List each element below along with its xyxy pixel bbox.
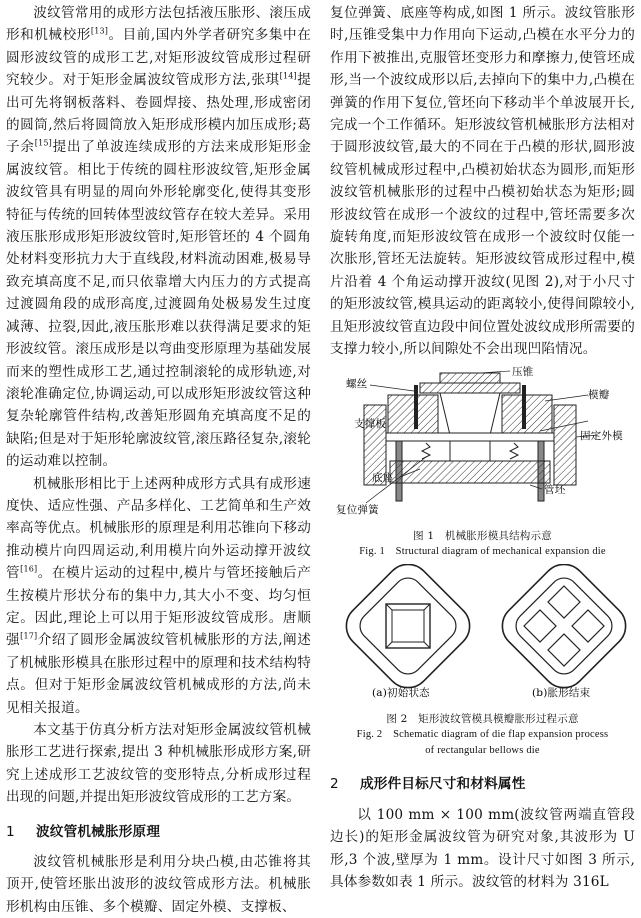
citation[interactable]: [14] [279,71,297,81]
citation[interactable]: [16] [20,564,38,574]
label-cone: 压锥 [512,365,534,378]
figure-1-caption-zh: 图 1 机械胀形模具结构示意 [413,529,552,542]
paragraph-scope: 本文基于仿真分析方法对矩形金属波纹管机械胀形工艺进行探索,提出 3 种机械胀形成形方案,研究上述成形工艺波纹管的变形特点,分析成形过程出现的问题,并提出矩形波纹管成形的工艺方案。 [6,722,311,806]
left-column [6,2,311,918]
label-base: 底座 [372,471,394,484]
figure-2-caption-zh: 图 2 矩形波纹管模具模瓣胀形过程示意 [386,713,579,726]
label-screw: 螺丝 [346,377,368,390]
figure-1 [330,365,635,560]
paragraph-intro: 波纹管常用的成形方法包括液压胀形、滚压成形和机械校形[13]。目前,国内外学者研究多集中在圆形波纹管的成形工艺,对矩形波纹管成形过程研究较少。对于矩形金属波纹管成形方法,张琪[14]提出可先将钢板落料、卷圆焊接、热处理,形成密闭的圆筒,然后将圆筒放入矩形成形模内加压成形;葛子余[15]提出了单波连续成形的方法来成形矩形金属波纹管。相比于传统的圆柱形波纹管,矩形金属波纹管具有明显的周向外形轮廓变化,使得其变形特征与传统的回转体型波纹管存在较大差异。采用液压胀形成形矩形波纹管时,矩形管坯的 4 个圆角处材料变形抗力大于直线段,材料流动困难,极易导致充填高度不足,而只依靠增大内压力的方式提高过渡圆角段的成形高度,过渡圆角处极易发生过度减薄、拉裂,因此,液压胀形难以获得满足要求的矩形波纹管。滚压成形是以弯曲变形原理为基础发展而来的塑性成形工艺,通过控制滚轮的成形轨迹,对滚轮准确定位,协调运动,可以成形矩形波纹管这种复杂轮廓管件结构,改善矩形圆角充填高度不足的缺陷;但是对于矩形轮廓波纹管,滚压路径复杂,滚轮的运动难以控制。 [6,5,312,470]
label-tube: 管坯 [544,483,566,496]
section-heading-2: 2 成形件目标尺寸和材料属性 [330,776,526,793]
paragraph-mechanical: 机械胀形相比于上述两种成形方式具有成形速度快、适应性强、产品多样化、工艺简单和生产效率高等优点。机械胀形的原理是利用芯锥向下移动推动模片向四周运动,利用模片向外运动撑开波纹管[16]。在模片运动的过程中,模片与管坯接触后产生按模片形状分布的集中力,其大小不变、均匀恒定。因此,理论上可以用于矩形波纹管成形。唐顺强[17]介绍了圆形金属波纹管机械胀形的方法,阐述了机械胀形模具在胀形过程中的原理和技术结构特点。但对于矩形金属波纹管机械成形的方法,尚未见相关报道。 [6,475,312,716]
paragraph-dimensions: 以 100 mm × 100 mm(波纹管两端直管段边长)的矩形金属波纹管为研究对象,其波形为 U 形,3 个波,壁厚为 1 mm。设计尺寸如图 3 所示,具体参数如表 1 所示。波纹管的材料为 316L [330,806,635,890]
label-initial: (a)初始状态 [372,686,430,699]
figure-2-caption-en-1: Fig. 2 Schematic diagram of die flap expansion process [356,729,609,741]
diagram-initial-state [337,564,478,697]
label-spring: 复位弹簧 [336,503,379,516]
die-structure-diagram [330,365,635,521]
label-end: (b)胀形结束 [532,686,591,699]
figure-2-caption-en-2: of rectangular bellows die [425,745,540,757]
right-column [330,2,635,893]
figure-2 [330,564,635,759]
citation[interactable]: [17] [20,631,38,641]
paragraph-principle-cont: 复位弹簧、底座等构成,如图 1 所示。波纹管胀形时,压锥受集中力作用向下运动,凸模在水平分力的作用下被推出,克服管坯变形力和摩擦力,使管坯成形,当一个波纹成形以后,去掉向下的集中力,凸模在弹簧的作用下复位,管坯向下移动半个单波展开长,完成一个工作循环。矩形波纹管机械胀形方法相对于圆形波纹管,最大的不同在于凸模的形状,圆形波纹管机械成形过程中,凸模初始状态为圆形,而矩形波纹管机械胀形的过程中凸模初始状态为矩形;圆形波纹管在成形一个波纹的过程中,管坯需要多次旋转角度,而矩形波纹管在成形一个波纹时仅能一次胀形,管坯无法旋转。矩形波纹管成形过程中,模片沿着 4 个角运动撑开波纹(见图 2),对于小尺寸的矩形波纹管,模具运动的距离较小,使得间隙较小,且矩形波纹管直边段中间位置处波纹成形所需要的支撑力较小,所以间隙处不会出现凹陷情况。 [330,5,635,358]
label-support-plate: 支撑板 [354,417,387,430]
figure-1-caption-en: Fig. 1 Structural diagram of mechanical expansion die [359,545,606,557]
flap-expansion-diagram [330,564,635,704]
citation[interactable]: [13] [90,26,109,36]
citation[interactable]: [15] [34,138,53,148]
label-outer-die: 固定外模 [580,429,623,442]
section-heading-1: 1 波纹管机械胀形原理 [6,823,161,840]
paragraph-principle: 波纹管机械胀形是利用分块凸模,由芯锥将其顶开,使管坯胀出波形的波纹管成形方法。机械胀形机构由压锥、多个模瓣、固定外模、支撑板、 [6,854,311,915]
label-flap: 模瓣 [588,388,610,401]
diagram-expansion-end [493,564,634,697]
